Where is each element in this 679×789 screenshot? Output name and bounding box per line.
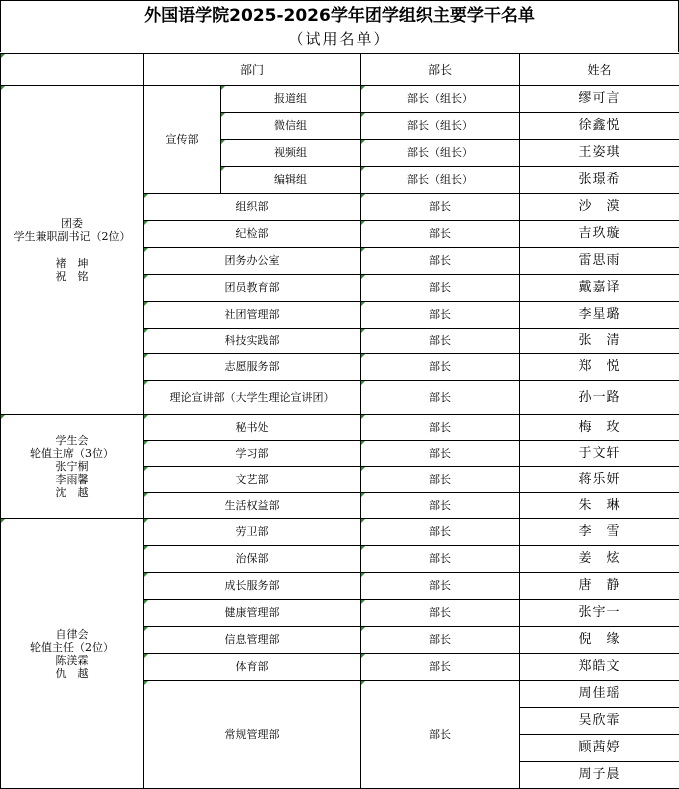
person-name-cell: 周子晨	[520, 762, 679, 789]
person-name-cell: 朱 琳	[520, 493, 679, 519]
person-name-cell: 缪可言	[520, 86, 679, 113]
person-name-cell: 蒋乐妍	[520, 467, 679, 493]
person-name-cell: 张 清	[520, 329, 679, 354]
dept-cell: 团员教育部	[144, 275, 361, 302]
person-name-cell: 张璟希	[520, 167, 679, 194]
document-subtitle: （试用名单）	[0, 26, 679, 52]
org-group-line: 学生会	[1, 434, 143, 447]
role-cell: 部长	[361, 441, 520, 467]
role-cell: 部长	[361, 194, 520, 221]
dept-cell: 常规管理部	[144, 681, 361, 789]
org-group-line: 祝 铭	[1, 270, 143, 283]
person-name-cell: 沙 漠	[520, 194, 679, 221]
dept-cell: 理论宣讲部（大学生理论宣讲团）	[144, 381, 361, 415]
org-group-line: 张宁桐	[1, 460, 143, 473]
document-title: 外国语学院2025-2026学年团学组织主要学干名单	[0, 0, 679, 27]
table-row	[1, 415, 679, 441]
person-name-cell: 吴欣霏	[520, 708, 679, 735]
leaders-table	[0, 53, 679, 789]
role-cell: 部长	[361, 302, 520, 329]
dept-cell: 团务办公室	[144, 248, 361, 275]
dept-cell: 体育部	[144, 654, 361, 681]
table-row	[1, 86, 679, 113]
org-group-cell	[1, 519, 144, 789]
dept-cell: 健康管理部	[144, 600, 361, 627]
dept-cell: 文艺部	[144, 467, 361, 493]
header-role: 部长	[361, 54, 520, 86]
person-name-cell: 倪 缘	[520, 627, 679, 654]
role-cell: 部长	[361, 354, 520, 381]
person-name-cell: 李星璐	[520, 302, 679, 329]
org-group-line: 学生兼职副书记（2位）	[1, 230, 143, 243]
dept-cell: 视频组	[221, 140, 361, 167]
role-cell: 部长	[361, 654, 520, 681]
role-cell: 部长	[361, 381, 520, 415]
spacer	[1, 243, 143, 257]
header-name: 姓名	[520, 54, 679, 86]
person-name-cell: 李 雪	[520, 519, 679, 546]
dept-cell: 生活权益部	[144, 493, 361, 519]
role-cell: 部长	[361, 329, 520, 354]
person-name-cell: 周佳瑶	[520, 681, 679, 708]
role-cell: 部长	[361, 573, 520, 600]
dept-cell: 秘书处	[144, 415, 361, 441]
role-cell: 部长	[361, 248, 520, 275]
role-cell: 部长	[361, 681, 520, 789]
dept-cell: 组织部	[144, 194, 361, 221]
role-cell: 部长	[361, 546, 520, 573]
org-group-cell	[1, 86, 144, 415]
dept-cell: 信息管理部	[144, 627, 361, 654]
person-name-cell: 雷思雨	[520, 248, 679, 275]
dept-cell: 成长服务部	[144, 573, 361, 600]
person-name-cell: 孙一路	[520, 381, 679, 415]
dept-cell: 治保部	[144, 546, 361, 573]
person-name-cell: 郑 悦	[520, 354, 679, 381]
dept-cell: 科技实践部	[144, 329, 361, 354]
table-row	[1, 519, 679, 546]
org-group-line: 轮值主席（3位）	[1, 447, 143, 460]
role-cell: 部长	[361, 519, 520, 546]
dept-cell: 微信组	[221, 113, 361, 140]
dept-cell: 学习部	[144, 441, 361, 467]
org-group-line: 团委	[1, 217, 143, 230]
role-cell: 部长（组长）	[361, 167, 520, 194]
person-name-cell: 戴嘉译	[520, 275, 679, 302]
role-cell: 部长（组长）	[361, 86, 520, 113]
role-cell: 部长	[361, 221, 520, 248]
role-cell: 部长	[361, 600, 520, 627]
person-name-cell: 郑皓文	[520, 654, 679, 681]
org-group-line: 李雨馨	[1, 473, 143, 486]
person-name-cell: 唐 静	[520, 573, 679, 600]
dept-cell: 纪检部	[144, 221, 361, 248]
dept-cell: 编辑组	[221, 167, 361, 194]
person-name-cell: 徐鑫悦	[520, 113, 679, 140]
person-name-cell: 张宇一	[520, 600, 679, 627]
org-group-line: 沈 越	[1, 486, 143, 499]
role-cell: 部长	[361, 493, 520, 519]
role-cell: 部长（组长）	[361, 140, 520, 167]
org-group-line: 轮值主任（2位）	[1, 641, 143, 654]
role-cell: 部长	[361, 415, 520, 441]
person-name-cell: 梅 玫	[520, 415, 679, 441]
leaders-table-body	[1, 54, 679, 789]
person-name-cell: 姜 炫	[520, 546, 679, 573]
sub-dept-cell: 宣传部	[144, 86, 221, 194]
person-name-cell: 于文轩	[520, 441, 679, 467]
person-name-cell: 吉玖璇	[520, 221, 679, 248]
role-cell: 部长	[361, 275, 520, 302]
org-group-line: 仇 越	[1, 667, 143, 680]
org-group-cell	[1, 415, 144, 519]
header-dept: 部门	[144, 54, 361, 86]
org-group-line: 褚 坤	[1, 257, 143, 270]
person-name-cell: 王姿琪	[520, 140, 679, 167]
org-group-line: 陈渼霖	[1, 654, 143, 667]
org-group-line: 自律会	[1, 628, 143, 641]
header-blank-cell	[1, 54, 144, 86]
dept-cell: 志愿服务部	[144, 354, 361, 381]
person-name-cell: 顾茜婷	[520, 735, 679, 762]
dept-cell: 社团管理部	[144, 302, 361, 329]
role-cell: 部长	[361, 467, 520, 493]
header-row	[1, 54, 679, 86]
dept-cell: 报道组	[221, 86, 361, 113]
role-cell: 部长	[361, 627, 520, 654]
dept-cell: 劳卫部	[144, 519, 361, 546]
role-cell: 部长（组长）	[361, 113, 520, 140]
